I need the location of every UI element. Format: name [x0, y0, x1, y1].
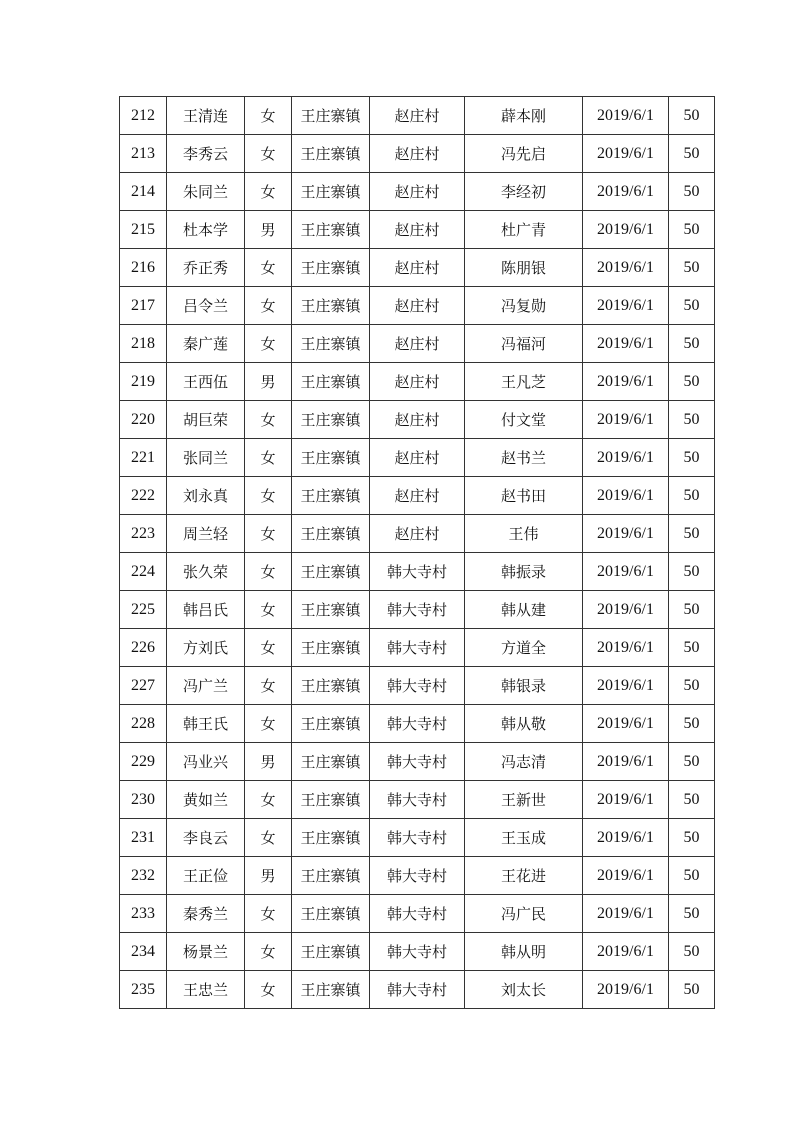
- cell-gender: 女: [245, 515, 292, 553]
- table-row: [120, 781, 715, 819]
- cell-town: 王庄寨镇: [292, 705, 370, 743]
- cell-amount: 50: [669, 743, 715, 781]
- cell-related-person: 赵书兰: [465, 439, 583, 477]
- cell-name: 冯业兴: [167, 743, 245, 781]
- cell-amount: 50: [669, 591, 715, 629]
- cell-amount: 50: [669, 895, 715, 933]
- cell-date: 2019/6/1: [583, 895, 669, 933]
- cell-town: 王庄寨镇: [292, 667, 370, 705]
- cell-amount: 50: [669, 781, 715, 819]
- table-row: [120, 933, 715, 971]
- cell-related-person: 韩银录: [465, 667, 583, 705]
- cell-number: 224: [120, 553, 167, 591]
- cell-amount: 50: [669, 287, 715, 325]
- cell-name: 周兰轻: [167, 515, 245, 553]
- records-table-body: [120, 97, 715, 1009]
- cell-number: 233: [120, 895, 167, 933]
- cell-gender: 女: [245, 819, 292, 857]
- cell-amount: 50: [669, 629, 715, 667]
- cell-number: 231: [120, 819, 167, 857]
- cell-date: 2019/6/1: [583, 249, 669, 287]
- table-row: [120, 477, 715, 515]
- cell-gender: 男: [245, 857, 292, 895]
- cell-gender: 女: [245, 135, 292, 173]
- cell-village: 赵庄村: [370, 363, 465, 401]
- cell-name: 方刘氏: [167, 629, 245, 667]
- table-row: [120, 857, 715, 895]
- cell-date: 2019/6/1: [583, 591, 669, 629]
- cell-name: 张同兰: [167, 439, 245, 477]
- records-table: [119, 96, 715, 1009]
- cell-village: 赵庄村: [370, 287, 465, 325]
- table-row: [120, 249, 715, 287]
- cell-name: 王正俭: [167, 857, 245, 895]
- cell-village: 赵庄村: [370, 173, 465, 211]
- cell-gender: 女: [245, 705, 292, 743]
- cell-town: 王庄寨镇: [292, 971, 370, 1009]
- cell-village: 韩大寺村: [370, 629, 465, 667]
- cell-gender: 女: [245, 971, 292, 1009]
- cell-gender: 女: [245, 249, 292, 287]
- cell-name: 秦广莲: [167, 325, 245, 363]
- cell-town: 王庄寨镇: [292, 743, 370, 781]
- cell-related-person: 王花进: [465, 857, 583, 895]
- cell-town: 王庄寨镇: [292, 97, 370, 135]
- cell-village: 赵庄村: [370, 135, 465, 173]
- table-row: [120, 363, 715, 401]
- cell-date: 2019/6/1: [583, 477, 669, 515]
- cell-date: 2019/6/1: [583, 211, 669, 249]
- cell-name: 黄如兰: [167, 781, 245, 819]
- cell-date: 2019/6/1: [583, 933, 669, 971]
- table-row: [120, 211, 715, 249]
- cell-town: 王庄寨镇: [292, 401, 370, 439]
- cell-date: 2019/6/1: [583, 401, 669, 439]
- cell-name: 冯广兰: [167, 667, 245, 705]
- cell-number: 218: [120, 325, 167, 363]
- cell-town: 王庄寨镇: [292, 781, 370, 819]
- cell-town: 王庄寨镇: [292, 363, 370, 401]
- cell-date: 2019/6/1: [583, 287, 669, 325]
- cell-gender: 男: [245, 363, 292, 401]
- table-row: [120, 971, 715, 1009]
- cell-number: 232: [120, 857, 167, 895]
- cell-related-person: 韩从明: [465, 933, 583, 971]
- cell-number: 219: [120, 363, 167, 401]
- cell-village: 韩大寺村: [370, 743, 465, 781]
- cell-gender: 男: [245, 211, 292, 249]
- cell-date: 2019/6/1: [583, 629, 669, 667]
- cell-date: 2019/6/1: [583, 781, 669, 819]
- cell-gender: 女: [245, 173, 292, 211]
- table-row: [120, 401, 715, 439]
- cell-date: 2019/6/1: [583, 439, 669, 477]
- cell-name: 秦秀兰: [167, 895, 245, 933]
- cell-number: 212: [120, 97, 167, 135]
- cell-town: 王庄寨镇: [292, 287, 370, 325]
- cell-name: 王西伍: [167, 363, 245, 401]
- cell-related-person: 王新世: [465, 781, 583, 819]
- cell-town: 王庄寨镇: [292, 325, 370, 363]
- cell-related-person: 赵书田: [465, 477, 583, 515]
- cell-date: 2019/6/1: [583, 971, 669, 1009]
- cell-name: 李秀云: [167, 135, 245, 173]
- cell-related-person: 付文堂: [465, 401, 583, 439]
- table-row: [120, 819, 715, 857]
- cell-related-person: 王玉成: [465, 819, 583, 857]
- cell-name: 吕令兰: [167, 287, 245, 325]
- cell-date: 2019/6/1: [583, 667, 669, 705]
- cell-number: 216: [120, 249, 167, 287]
- cell-gender: 女: [245, 933, 292, 971]
- cell-number: 230: [120, 781, 167, 819]
- cell-related-person: 陈朋银: [465, 249, 583, 287]
- cell-gender: 女: [245, 439, 292, 477]
- cell-number: 221: [120, 439, 167, 477]
- cell-related-person: 冯先启: [465, 135, 583, 173]
- cell-name: 张久荣: [167, 553, 245, 591]
- cell-number: 228: [120, 705, 167, 743]
- table-row: [120, 515, 715, 553]
- cell-number: 213: [120, 135, 167, 173]
- cell-related-person: 冯志清: [465, 743, 583, 781]
- cell-gender: 女: [245, 401, 292, 439]
- cell-date: 2019/6/1: [583, 743, 669, 781]
- cell-amount: 50: [669, 477, 715, 515]
- cell-village: 韩大寺村: [370, 705, 465, 743]
- cell-amount: 50: [669, 325, 715, 363]
- cell-date: 2019/6/1: [583, 363, 669, 401]
- cell-amount: 50: [669, 667, 715, 705]
- cell-village: 赵庄村: [370, 211, 465, 249]
- cell-number: 225: [120, 591, 167, 629]
- cell-gender: 女: [245, 553, 292, 591]
- cell-town: 王庄寨镇: [292, 135, 370, 173]
- cell-related-person: 王凡芝: [465, 363, 583, 401]
- table-row: [120, 553, 715, 591]
- cell-town: 王庄寨镇: [292, 173, 370, 211]
- cell-village: 韩大寺村: [370, 667, 465, 705]
- table-row: [120, 743, 715, 781]
- cell-town: 王庄寨镇: [292, 515, 370, 553]
- cell-town: 王庄寨镇: [292, 857, 370, 895]
- cell-gender: 女: [245, 477, 292, 515]
- cell-amount: 50: [669, 401, 715, 439]
- cell-name: 杨景兰: [167, 933, 245, 971]
- cell-town: 王庄寨镇: [292, 211, 370, 249]
- cell-village: 韩大寺村: [370, 781, 465, 819]
- cell-town: 王庄寨镇: [292, 629, 370, 667]
- cell-name: 王忠兰: [167, 971, 245, 1009]
- cell-name: 李良云: [167, 819, 245, 857]
- cell-number: 223: [120, 515, 167, 553]
- cell-village: 韩大寺村: [370, 895, 465, 933]
- cell-town: 王庄寨镇: [292, 591, 370, 629]
- cell-amount: 50: [669, 135, 715, 173]
- table-row: [120, 667, 715, 705]
- cell-name: 王清连: [167, 97, 245, 135]
- cell-number: 220: [120, 401, 167, 439]
- cell-date: 2019/6/1: [583, 515, 669, 553]
- cell-gender: 女: [245, 591, 292, 629]
- table-row: [120, 591, 715, 629]
- cell-gender: 女: [245, 97, 292, 135]
- cell-related-person: 李经初: [465, 173, 583, 211]
- cell-date: 2019/6/1: [583, 325, 669, 363]
- cell-village: 赵庄村: [370, 477, 465, 515]
- cell-related-person: 王伟: [465, 515, 583, 553]
- cell-village: 韩大寺村: [370, 857, 465, 895]
- cell-town: 王庄寨镇: [292, 553, 370, 591]
- cell-village: 赵庄村: [370, 97, 465, 135]
- cell-village: 赵庄村: [370, 325, 465, 363]
- cell-related-person: 韩从建: [465, 591, 583, 629]
- cell-date: 2019/6/1: [583, 705, 669, 743]
- cell-related-person: 韩振录: [465, 553, 583, 591]
- cell-amount: 50: [669, 97, 715, 135]
- cell-amount: 50: [669, 439, 715, 477]
- cell-name: 韩王氏: [167, 705, 245, 743]
- cell-village: 韩大寺村: [370, 591, 465, 629]
- cell-number: 229: [120, 743, 167, 781]
- cell-gender: 女: [245, 667, 292, 705]
- cell-name: 乔正秀: [167, 249, 245, 287]
- cell-town: 王庄寨镇: [292, 895, 370, 933]
- cell-village: 赵庄村: [370, 401, 465, 439]
- cell-village: 韩大寺村: [370, 971, 465, 1009]
- table-row: [120, 895, 715, 933]
- cell-town: 王庄寨镇: [292, 933, 370, 971]
- cell-gender: 女: [245, 629, 292, 667]
- cell-village: 韩大寺村: [370, 819, 465, 857]
- cell-amount: 50: [669, 173, 715, 211]
- table-row: [120, 629, 715, 667]
- cell-village: 赵庄村: [370, 439, 465, 477]
- cell-gender: 女: [245, 287, 292, 325]
- cell-date: 2019/6/1: [583, 553, 669, 591]
- cell-date: 2019/6/1: [583, 819, 669, 857]
- table-row: [120, 705, 715, 743]
- table-row: [120, 135, 715, 173]
- cell-name: 胡巨荣: [167, 401, 245, 439]
- cell-date: 2019/6/1: [583, 857, 669, 895]
- table-row: [120, 439, 715, 477]
- cell-number: 214: [120, 173, 167, 211]
- cell-number: 226: [120, 629, 167, 667]
- cell-number: 227: [120, 667, 167, 705]
- cell-amount: 50: [669, 515, 715, 553]
- cell-gender: 女: [245, 325, 292, 363]
- cell-gender: 女: [245, 895, 292, 933]
- cell-number: 235: [120, 971, 167, 1009]
- cell-amount: 50: [669, 971, 715, 1009]
- cell-related-person: 刘太长: [465, 971, 583, 1009]
- cell-gender: 男: [245, 743, 292, 781]
- cell-amount: 50: [669, 857, 715, 895]
- cell-amount: 50: [669, 819, 715, 857]
- cell-gender: 女: [245, 781, 292, 819]
- table-row: [120, 287, 715, 325]
- cell-number: 215: [120, 211, 167, 249]
- cell-name: 韩吕氏: [167, 591, 245, 629]
- cell-related-person: 冯广民: [465, 895, 583, 933]
- cell-related-person: 薜本刚: [465, 97, 583, 135]
- cell-amount: 50: [669, 211, 715, 249]
- cell-name: 刘永真: [167, 477, 245, 515]
- cell-name: 杜本学: [167, 211, 245, 249]
- cell-town: 王庄寨镇: [292, 439, 370, 477]
- cell-related-person: 韩从敬: [465, 705, 583, 743]
- cell-amount: 50: [669, 705, 715, 743]
- cell-village: 赵庄村: [370, 249, 465, 287]
- cell-amount: 50: [669, 363, 715, 401]
- table-row: [120, 173, 715, 211]
- cell-related-person: 杜广青: [465, 211, 583, 249]
- cell-related-person: 冯复勋: [465, 287, 583, 325]
- cell-related-person: 冯福河: [465, 325, 583, 363]
- cell-date: 2019/6/1: [583, 97, 669, 135]
- cell-related-person: 方道全: [465, 629, 583, 667]
- cell-amount: 50: [669, 553, 715, 591]
- cell-number: 222: [120, 477, 167, 515]
- cell-town: 王庄寨镇: [292, 477, 370, 515]
- cell-amount: 50: [669, 249, 715, 287]
- cell-village: 韩大寺村: [370, 553, 465, 591]
- cell-date: 2019/6/1: [583, 135, 669, 173]
- cell-village: 赵庄村: [370, 515, 465, 553]
- table-row: [120, 97, 715, 135]
- cell-date: 2019/6/1: [583, 173, 669, 211]
- cell-amount: 50: [669, 933, 715, 971]
- cell-town: 王庄寨镇: [292, 249, 370, 287]
- cell-town: 王庄寨镇: [292, 819, 370, 857]
- cell-village: 韩大寺村: [370, 933, 465, 971]
- cell-number: 234: [120, 933, 167, 971]
- cell-name: 朱同兰: [167, 173, 245, 211]
- table-row: [120, 325, 715, 363]
- cell-number: 217: [120, 287, 167, 325]
